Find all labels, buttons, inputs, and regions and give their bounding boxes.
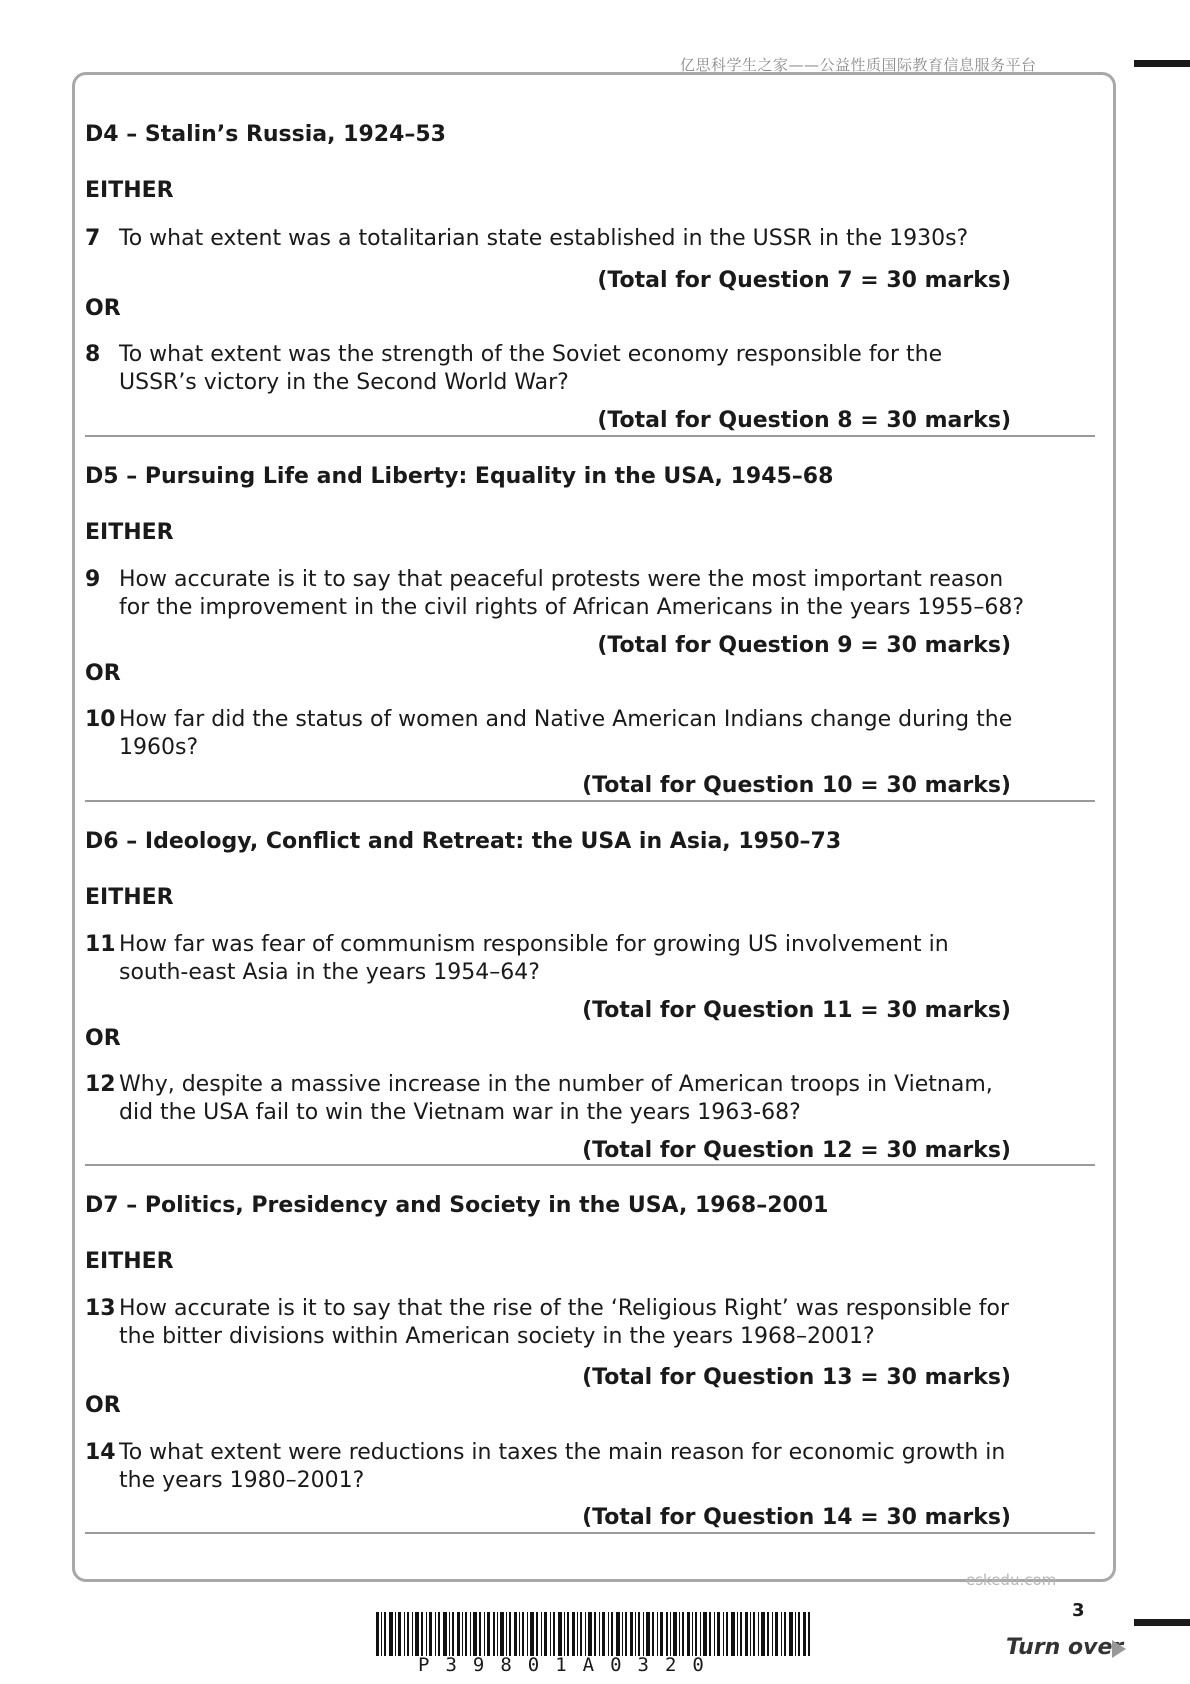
question-number: 12 — [85, 1072, 116, 1097]
footer-watermark: eskedu.com — [966, 1571, 1057, 1589]
section-title: D6 – Ideology, Conflict and Retreat: the USA in Asia, 1950–73 — [85, 829, 842, 854]
question-14 — [85, 1439, 1025, 1495]
question-text: To what extent were reductions in taxes the main reason for economic growth in the years 1980–2001? — [119, 1440, 1006, 1493]
section-divider — [85, 1532, 1095, 1534]
question-text: How far did the status of women and Native American Indians change during the 1960s? — [119, 707, 1013, 760]
question-total: (Total for Question 9 = 30 marks) — [597, 633, 1011, 658]
question-number: 7 — [85, 226, 101, 251]
question-9 — [85, 566, 1025, 622]
question-13 — [85, 1295, 1025, 1351]
section-title: D4 – Stalin’s Russia, 1924–53 — [85, 122, 446, 147]
section-divider — [85, 800, 1095, 802]
section-title: D7 – Politics, Presidency and Society in the USA, 1968–2001 — [85, 1193, 829, 1218]
barcode-text: P39801A0320 — [418, 1654, 720, 1676]
question-total: (Total for Question 13 = 30 marks) — [582, 1365, 1011, 1390]
or-label: OR — [85, 661, 121, 686]
question-frame — [72, 72, 1116, 1582]
edge-bar-top — [1134, 60, 1190, 67]
either-label: EITHER — [85, 520, 174, 545]
question-total: (Total for Question 7 = 30 marks) — [597, 268, 1011, 293]
section-divider — [85, 435, 1095, 437]
question-number: 11 — [85, 932, 116, 957]
question-text: How accurate is it to say that peaceful protests were the most important reason for the improvement in the civil rights of African Americans in the years 1955–68? — [119, 567, 1025, 620]
question-7 — [85, 225, 1025, 253]
question-text: To what extent was the strength of the Soviet economy responsible for the USSR’s victory in the Second World War? — [119, 342, 943, 395]
question-total: (Total for Question 11 = 30 marks) — [582, 998, 1011, 1023]
question-10 — [85, 706, 1025, 762]
section-divider — [85, 1164, 1095, 1166]
either-label: EITHER — [85, 1249, 174, 1274]
question-text: How accurate is it to say that the rise of the ‘Religious Right’ was responsible for the bitter divisions within American society in the years 1968–2001? — [119, 1296, 1010, 1349]
or-label: OR — [85, 296, 121, 321]
question-number: 10 — [85, 707, 116, 732]
question-total: (Total for Question 10 = 30 marks) — [582, 773, 1011, 798]
question-number: 14 — [85, 1440, 116, 1465]
question-number: 13 — [85, 1296, 116, 1321]
question-11 — [85, 931, 1025, 987]
question-12 — [85, 1071, 1025, 1127]
section-title: D5 – Pursuing Life and Liberty: Equality in the USA, 1945–68 — [85, 464, 834, 489]
question-8 — [85, 341, 1025, 397]
question-total: (Total for Question 12 = 30 marks) — [582, 1138, 1011, 1163]
question-number: 8 — [85, 342, 101, 367]
or-label: OR — [85, 1393, 121, 1418]
turn-over-label: Turn over — [1006, 1635, 1124, 1660]
question-total: (Total for Question 8 = 30 marks) — [597, 408, 1011, 433]
question-text: Why, despite a massive increase in the number of American troops in Vietnam, did the USA fail to win the Vietnam war in the years 1963-68? — [119, 1072, 993, 1125]
edge-bar-bottom — [1134, 1619, 1190, 1626]
barcode-icon — [376, 1612, 810, 1656]
question-number: 9 — [85, 567, 101, 592]
play-arrow-icon — [1112, 1640, 1126, 1658]
question-total: (Total for Question 14 = 30 marks) — [582, 1505, 1011, 1530]
either-label: EITHER — [85, 885, 174, 910]
either-label: EITHER — [85, 178, 174, 203]
page-number: 3 — [1072, 1600, 1085, 1621]
question-text: How far was fear of communism responsible for growing US involvement in south-east Asia in the years 1954–64? — [119, 932, 949, 985]
header-watermark: 亿思科学生之家——公益性质国际教育信息服务平台 — [680, 56, 1037, 74]
question-text: To what extent was a totalitarian state established in the USSR in the 1930s? — [119, 226, 969, 251]
or-label: OR — [85, 1026, 121, 1051]
